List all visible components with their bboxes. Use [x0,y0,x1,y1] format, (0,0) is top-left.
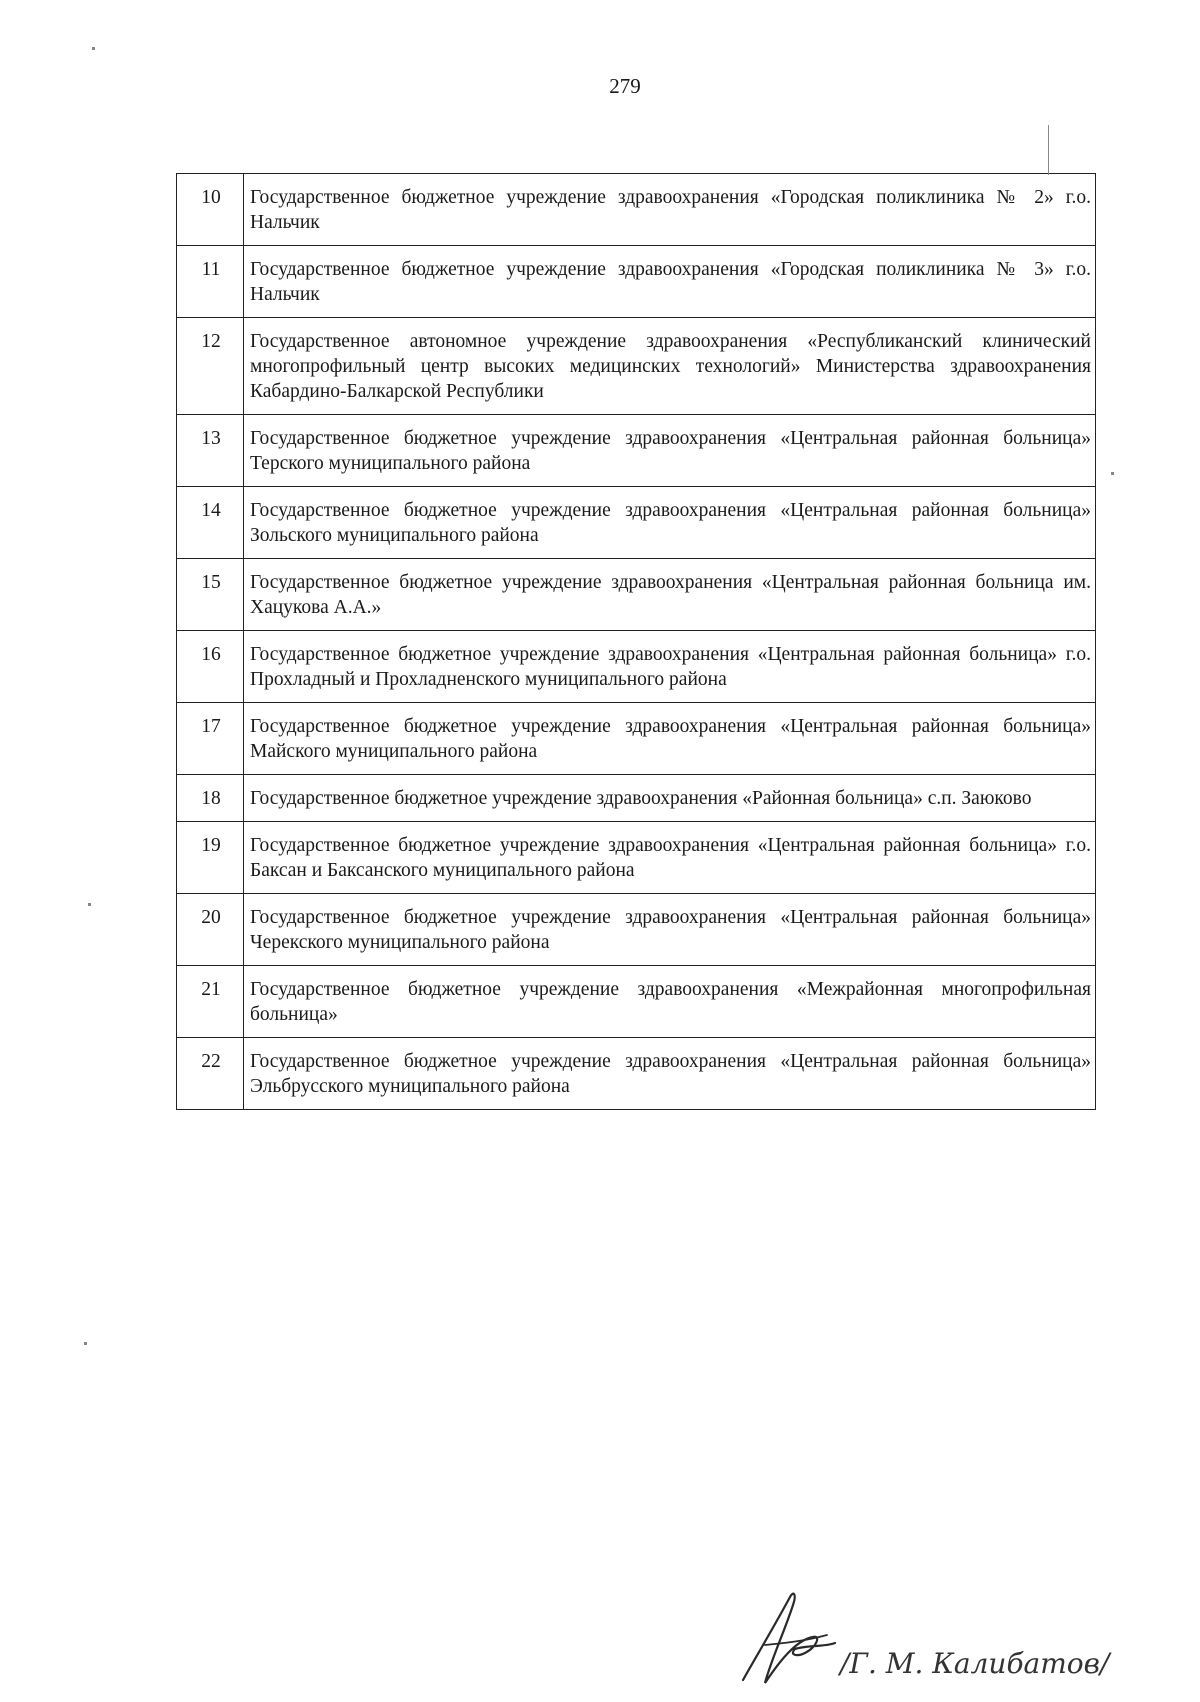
institution-name: Государственное бюджетное учреждение здравоохранения «Районная больница» с.п. Заюково [244,775,1096,822]
table-row [177,703,1096,775]
institution-name: Государственное бюджетное учреждение здравоохранения «Центральная районная больница им. Хацукова А.А.» [244,559,1096,631]
row-number: 20 [177,894,244,966]
row-number: 18 [177,775,244,822]
row-number: 12 [177,318,244,415]
institution-name: Государственное бюджетное учреждение здравоохранения «Центральная районная больница» г.о. Баксан и Баксанского муниципального района [244,822,1096,894]
table-row [177,559,1096,631]
institution-name: Государственное бюджетное учреждение здравоохранения «Центральная районная больница» Майского муниципального района [244,703,1096,775]
institution-name: Государственное автономное учреждение здравоохранения «Республиканский клинический многопрофильный центр высоких медицинских технологий» Министерства здравоохранения Кабардино-Балкарской Республики [244,318,1096,415]
row-number: 13 [177,415,244,487]
institution-name: Государственное бюджетное учреждение здравоохранения «Центральная районная больница» Эльбрусского муниципального района [244,1038,1096,1110]
row-number: 15 [177,559,244,631]
scan-line [1048,125,1049,175]
table-row [177,631,1096,703]
table-row [177,415,1096,487]
row-number: 10 [177,174,244,246]
table-row [177,822,1096,894]
signature-name: /Г. М. Калибатов/ [840,1647,1110,1680]
table-row [177,174,1096,246]
page-number: 279 [609,74,641,98]
table-row [177,894,1096,966]
table-row [177,1038,1096,1110]
institution-name: Государственное бюджетное учреждение здравоохранения «Центральная районная больница» Терского муниципального района [244,415,1096,487]
institutions-table [176,173,1096,1110]
row-number: 17 [177,703,244,775]
row-number: 14 [177,487,244,559]
table-row [177,246,1096,318]
scan-speck [84,1342,87,1345]
scan-speck [1111,472,1114,475]
row-number: 11 [177,246,244,318]
institution-name: Государственное бюджетное учреждение здравоохранения «Центральная районная больница» г.о. Прохладный и Прохладненского муниципального района [244,631,1096,703]
handwritten-signature-icon [735,1585,1155,1695]
row-number: 22 [177,1038,244,1110]
institution-name: Государственное бюджетное учреждение здравоохранения «Городская поликлиника № 3» г.о. Нальчик [244,246,1096,318]
scan-speck [92,47,95,50]
scan-speck [88,903,91,906]
signature-block [735,1585,1155,1695]
row-number: 16 [177,631,244,703]
row-number: 19 [177,822,244,894]
institution-name: Государственное бюджетное учреждение здравоохранения «Центральная районная больница» Зольского муниципального района [244,487,1096,559]
table-row [177,966,1096,1038]
institutions-table-body [177,174,1096,1110]
table-row [177,318,1096,415]
table-row [177,775,1096,822]
table-row [177,487,1096,559]
institution-name: Государственное бюджетное учреждение здравоохранения «Межрайонная многопрофильная больница» [244,966,1096,1038]
row-number: 21 [177,966,244,1038]
institution-name: Государственное бюджетное учреждение здравоохранения «Городская поликлиника № 2» г.о. Нальчик [244,174,1096,246]
institution-name: Государственное бюджетное учреждение здравоохранения «Центральная районная больница» Черекского муниципального района [244,894,1096,966]
